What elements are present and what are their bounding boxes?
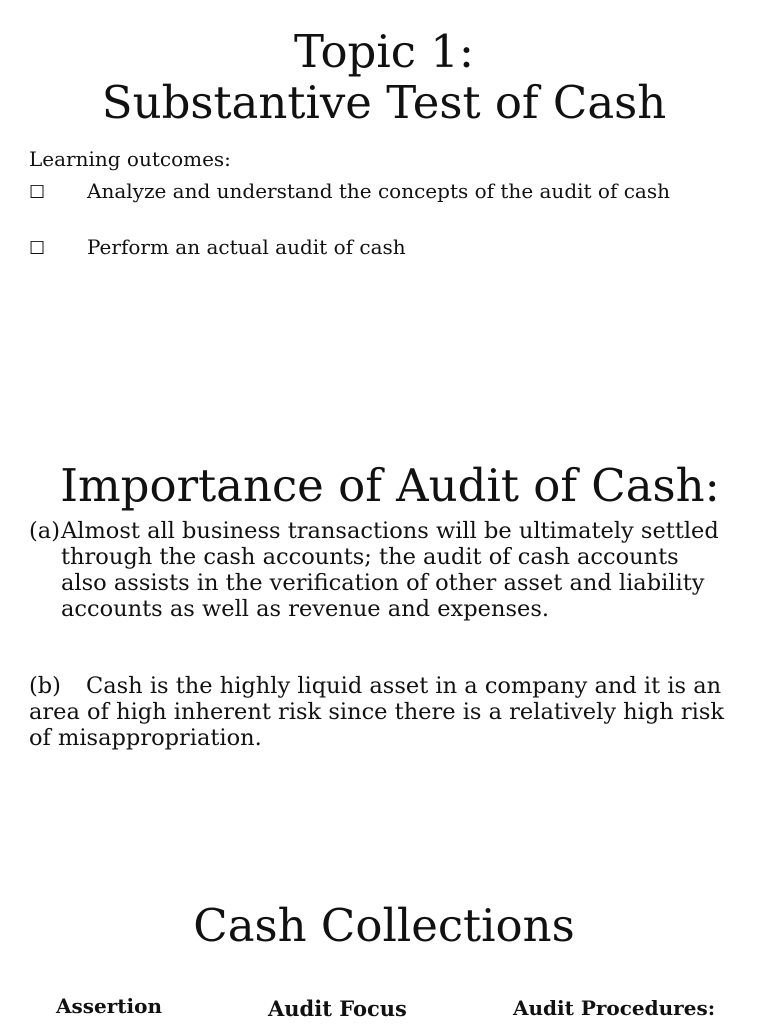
slide-title [0, 26, 768, 128]
paragraph-label: (b) [29, 673, 61, 699]
slide-title: Importance of Audit of Cash: [60, 459, 720, 512]
outcome-text: Perform an actual audit of cash [87, 235, 406, 259]
column-header-audit-focus: Audit Focus [268, 996, 407, 1021]
paragraph-b [29, 673, 729, 751]
title-line-1: Topic 1: [293, 25, 475, 78]
column-header-audit-procedures: Audit Procedures: [513, 996, 716, 1020]
column-header-assertion: Assertion [56, 994, 163, 1018]
paragraph-text: Cash is the highly liquid asset in a company and it is an area of high inherent risk since there is a relatively high risk of misappropriation. [29, 673, 725, 751]
paragraph-a [29, 518, 729, 622]
title-line-2: Substantive Test of Cash [101, 76, 667, 129]
slide-importance [0, 458, 768, 514]
learning-outcomes-heading: Learning outcomes: [29, 147, 231, 171]
outcome-text: Analyze and understand the concepts of the audit of cash [87, 179, 670, 203]
slide-title: Cash Collections [193, 899, 575, 952]
checkbox-bullet-icon: ☐ [29, 182, 46, 203]
checkbox-bullet-icon: ☐ [29, 238, 46, 259]
slide-cash-collections [0, 898, 768, 954]
outcome-item [29, 179, 719, 205]
outcome-item [29, 235, 719, 261]
paragraph-text: Almost all business transactions will be ultimately settled through the cash accounts; the audit of cash accounts also assists in the verification of other asset and liability accounts as well as revenue and expenses. [61, 518, 719, 622]
slide-topic-1 [0, 26, 768, 128]
paragraph-label: (a) [29, 518, 60, 544]
